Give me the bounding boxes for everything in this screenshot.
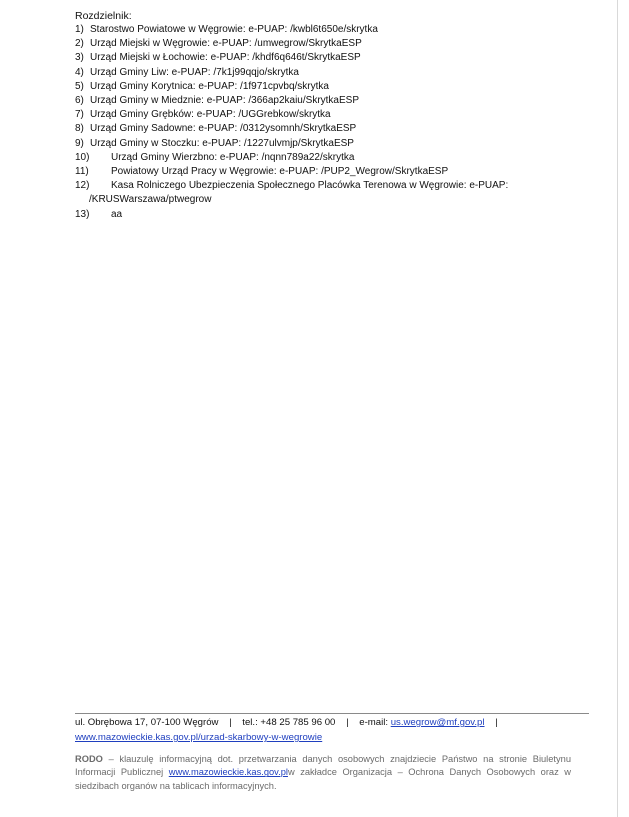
item-number: 7) [75,109,84,121]
list-item [75,208,590,222]
footer-website-line [75,731,322,745]
list-item [75,80,590,94]
item-text-continuation: /KRUSWarszawa/ptwegrow [89,194,212,206]
item-text: Urząd Miejski w Łochowie: e-PUAP: /khdf6q646t/SkrytkaESP [90,52,361,64]
item-number: 1) [75,24,84,35]
item-number: 13) [75,208,90,220]
item-number: 9) [75,137,84,149]
list-item [75,179,590,207]
list-item [75,122,590,136]
list-item [75,151,590,165]
list-item [75,66,590,80]
footer-contact-line [75,716,595,730]
item-number: 4) [75,66,84,78]
item-number: 8) [75,123,84,135]
list-item [75,23,590,37]
page-edge [617,0,618,817]
list-item [75,37,590,51]
item-text: Urząd Gminy Liw: e-PUAP: /7k1j99qqjo/skrytka [90,66,299,78]
item-text: Powiatowy Urząd Pracy w Węgrowie: e-PUAP: /PUP2_Wegrow/SkrytkaESP [111,166,449,178]
footer-divider [75,713,589,714]
list-item [75,137,590,151]
item-number: 12) [75,180,90,192]
item-number: 10) [75,151,90,163]
item-number: 2) [75,38,84,50]
rodo-bip-link[interactable]: www.mazowieckie.kas.gov.pl [168,767,288,778]
item-text: Urząd Gminy w Miedznie: e-PUAP: /366ap2kaiu/SkrytkaESP [90,95,359,107]
footer-separator: | [495,717,498,728]
distribution-heading: Rozdzielnik: [75,10,132,22]
item-number: 11) [75,166,89,178]
list-item [75,94,590,108]
rodo-label: RODO [75,754,103,764]
item-number: 3) [75,52,84,64]
item-text: Urząd Miejski w Węgrowie: e-PUAP: /umwegrow/SkrytkaESP [90,38,362,50]
distribution-list [75,23,590,222]
rodo-text-end: w zakładce Organizacja – Ochrona Danych Osobowych oraz w siedzibach organów na tablicach informacyjnych. [75,767,572,791]
list-item [75,108,590,122]
footer-email-link[interactable]: us.wegrow@mf.gov.pl [390,717,485,728]
item-text: Kasa Rolniczego Ubezpieczenia Społecznego Placówka Terenowa w Węgrowie: e-PUAP: [111,180,509,192]
item-text: Urząd Gminy Grębków: e-PUAP: /UGGrebkow/skrytka [90,109,331,121]
list-item [75,51,590,65]
footer-website-link[interactable]: www.mazowieckie.kas.gov.pl/urzad-skarbowy-w-wegrowie [75,732,323,743]
footer-separator: | [229,717,232,728]
footer-rodo-notice [75,753,571,793]
footer-phone: tel.: +48 25 785 96 00 [242,717,336,728]
item-text: aa [111,208,123,220]
item-text: Urząd Gminy Korytnica: e-PUAP: /1f971cpvbq/skrytka [90,80,329,92]
list-item [75,165,590,179]
item-text: Urząd Gminy w Stoczku: e-PUAP: /1227ulvmjp/SkrytkaESP [90,137,354,149]
item-number: 5) [75,80,84,92]
item-text: Urząd Gminy Sadowne: e-PUAP: /0312ysomnh/SkrytkaESP [90,123,357,135]
item-text: Starostwo Powiatowe w Węgrowie: e-PUAP: /kwbl6t650e/skrytka [90,24,378,35]
item-number: 6) [75,95,84,107]
footer-address: ul. Obrębowa 17, 07-100 Węgrów [75,717,219,728]
footer-email-label: e-mail: [359,717,389,728]
rodo-text: – klauzulę informacyjną dot. przetwarzania danych osobowych znajdziecie Państwo na stronie Biuletynu Informacji Publicznej [75,754,571,778]
footer-separator: | [346,717,349,728]
item-text: Urząd Gminy Wierzbno: e-PUAP: /nqnn789a22/skrytka [111,151,355,163]
